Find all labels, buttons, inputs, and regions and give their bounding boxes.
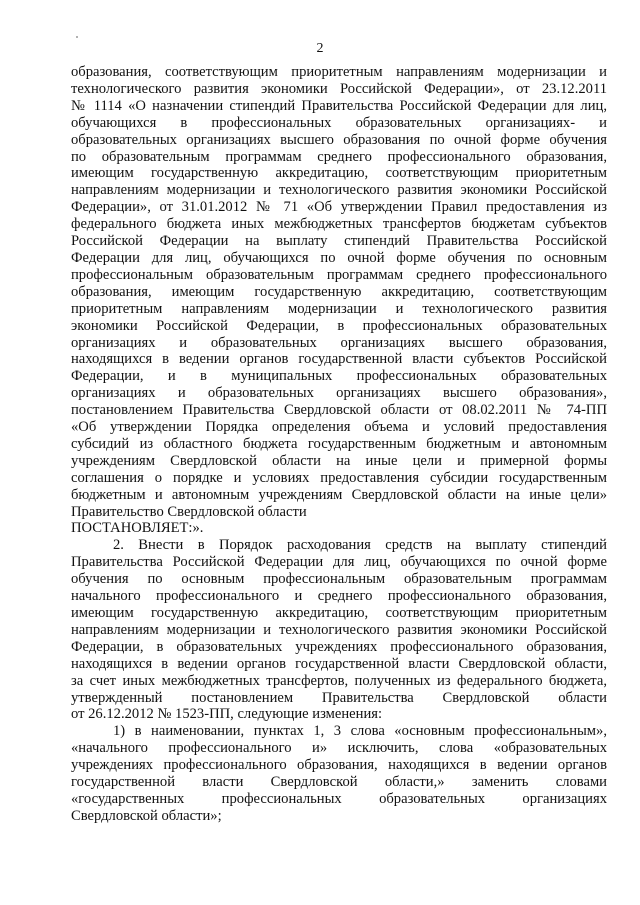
text-line: «Об утверждении Порядка определения объема и условий предоставления xyxy=(71,419,607,436)
text-line: технологического развития экономики Российской Федерации», от 23.12.2011 xyxy=(71,80,607,97)
text-line: Федерации, и в муниципальных профессиональных образовательных xyxy=(71,368,607,385)
text-line: за счет иных межбюджетных трансфертов, полученных из федерального бюджета, xyxy=(71,672,607,689)
text-line: соглашения о порядке и условиях предоставления субсидии государственным xyxy=(71,469,607,486)
text-line: «государственных профессиональных образовательных организациях xyxy=(71,790,607,807)
text-line: образования, имеющим государственную аккредитацию, соответствующим xyxy=(71,283,607,300)
text-line: направлениям модернизации и технологического развития экономики Российской xyxy=(71,182,607,199)
text-line: имеющим государственную аккредитацию, соответствующим приоритетным xyxy=(71,165,607,182)
text-line: утвержденный постановлением Правительства Свердловской области xyxy=(71,689,607,706)
text-line: образования, соответствующим приоритетным направлениям модернизации и xyxy=(71,64,607,80)
text-line: образовательных организациях высшего образования по очной форме обучения xyxy=(71,131,607,148)
text-line: государственной власти Свердловской области,» заменить словами xyxy=(71,774,607,791)
text-line: приоритетным направлениям модернизации и технологического развития xyxy=(71,300,607,317)
text-line: 2. Внести в Порядок расходования средств на выплату стипендий xyxy=(113,537,607,554)
text-line: Федерации для лиц, обучающихся по очной форме обучения по основным xyxy=(71,249,607,266)
text-line: организациях и образовательных организациях высшего образования, xyxy=(71,334,607,351)
scan-speck xyxy=(76,36,78,38)
text-line: № 1114 «О назначении стипендий Правительства Российской Федерации для лиц, xyxy=(71,97,607,114)
text-line: организациях и образовательных организациях высшего образования», xyxy=(71,385,607,402)
text-line: по образовательным программам среднего профессионального образования, xyxy=(71,148,607,165)
text-line: субсидий из областного бюджета государственным бюджетным и автономным xyxy=(71,435,607,452)
text-line: ПОСТАНОВЛЯЕТ:». xyxy=(71,520,204,537)
text-line: Федерации», от 31.01.2012 № 71 «Об утверждении Правил предоставления из xyxy=(71,199,607,216)
text-line: обучения по основным профессиональным образовательным программам xyxy=(71,571,607,588)
text-line: бюджетным и автономным учреждениям Свердловской области на иные цели» xyxy=(71,486,607,503)
text-line: имеющим государственную аккредитацию, соответствующим приоритетным xyxy=(71,605,607,621)
text-line: Свердловской области»; xyxy=(71,807,222,824)
text-line: Федерации, в образовательных учреждениях профессионального образования, xyxy=(71,638,607,655)
text-line: Российской Федерации на выплату стипендий Правительства Российской xyxy=(71,233,607,250)
text-line: находящихся в ведении органов государственной власти Свердловской области, xyxy=(71,655,607,672)
text-line: учреждениям Свердловской области на иные цели и примерной формы xyxy=(71,452,607,469)
text-line: федерального бюджета иных межбюджетных трансфертов бюджетам субъектов xyxy=(71,216,607,233)
text-line: экономики Российской Федерации, в профессиональных образовательных xyxy=(71,317,607,334)
text-line: обучающихся в профессиональных образовательных организациях- и xyxy=(71,114,607,131)
text-line: начального профессионального и среднего профессионального образования, xyxy=(71,588,607,605)
text-line: учреждениях профессионального образования, находящихся в ведении органов xyxy=(71,757,607,774)
text-line: Правительства Российской Федерации для лиц, обучающихся по очной форме xyxy=(71,554,607,571)
text-line: от 26.12.2012 № 1523-ПП, следующие изменения: xyxy=(71,706,383,723)
text-line: Правительство Свердловской области xyxy=(71,503,307,520)
text-line: 1) в наименовании, пунктах 1, 3 слова «основным профессиональным», xyxy=(113,723,607,740)
page-number: 2 xyxy=(316,41,324,56)
text-line: направлениям модернизации и технологического развития экономики Российской xyxy=(71,621,607,638)
text-line: находящихся в ведении органов государственной власти субъектов Российской xyxy=(71,351,607,368)
text-line: профессиональным образовательным программам среднего профессионального xyxy=(71,266,607,283)
text-line: «начального профессионального и» исключить, слова «образовательных xyxy=(71,740,607,757)
text-line: постановлением Правительства Свердловской области от 08.02.2011 № 74-ПП xyxy=(71,402,607,419)
document-body xyxy=(71,64,607,825)
